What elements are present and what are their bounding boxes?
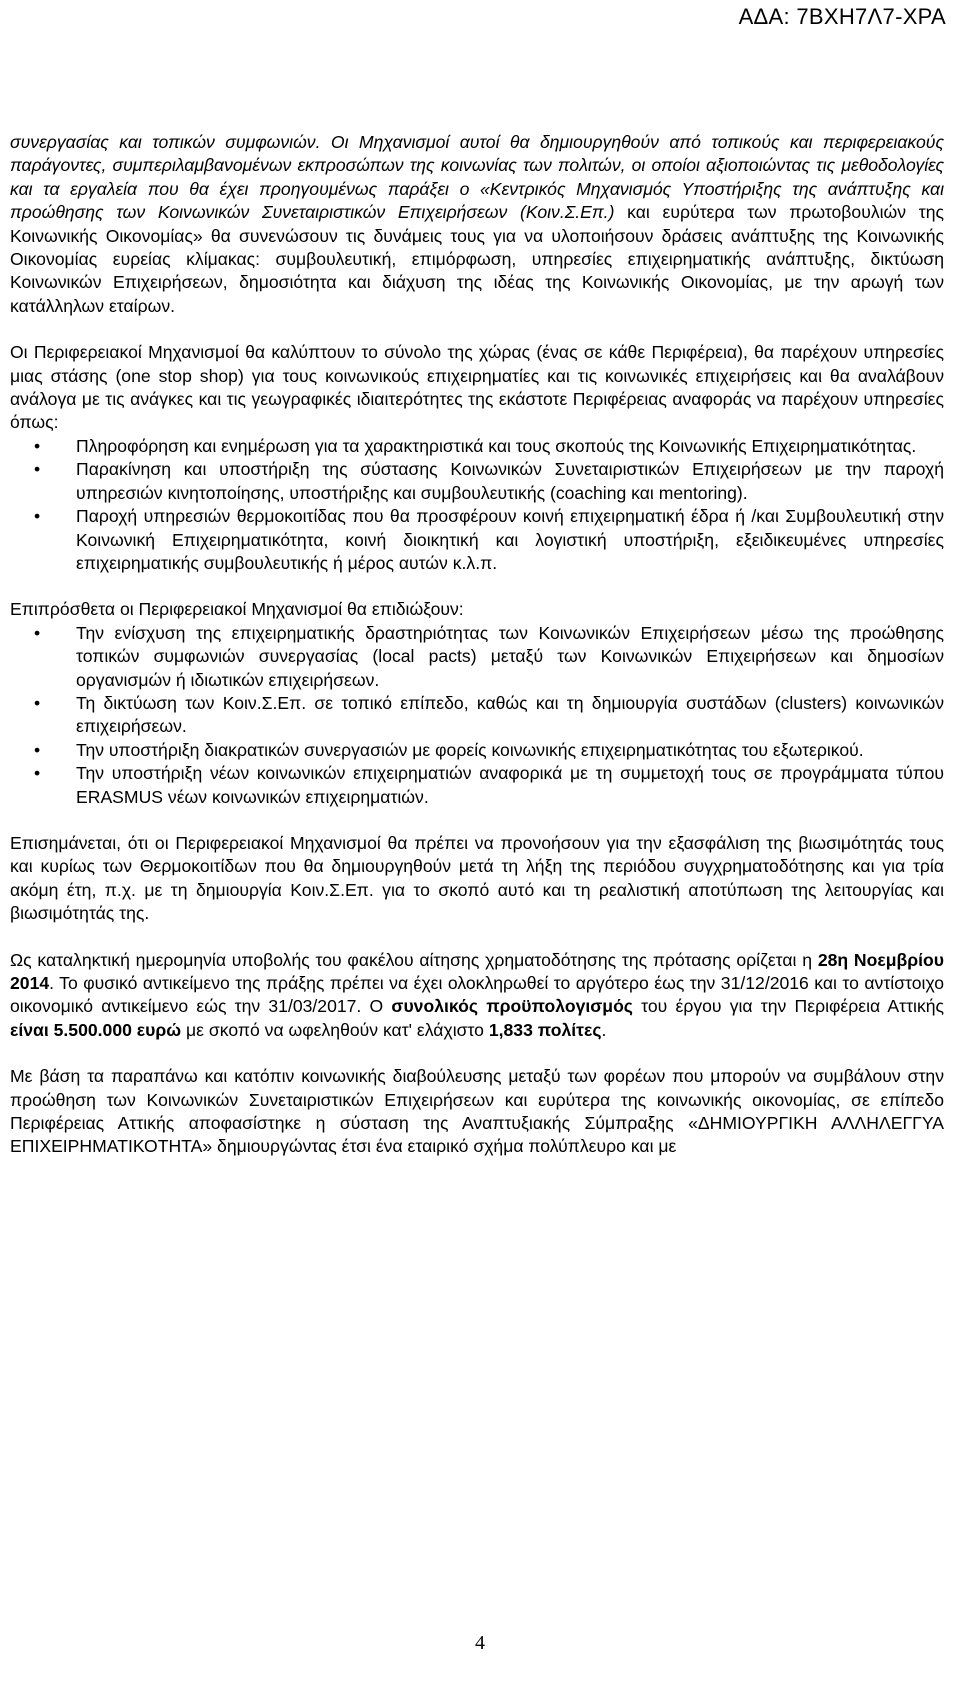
list-item-text: Πληροφόρηση και ενημέρωση για τα χαρακτηριστικά και τους σκοπούς της Κοινωνικής Επιχειρηματικότητας. (76, 435, 917, 456)
list-item-text: Την υποστήριξη νέων κοινωνικών επιχειρηματιών αναφορικά με τη συμμετοχή τους σε προγράμματα τύπου ERASMUS νέων κοινωνικών επιχειρηματιών. (76, 763, 944, 807)
deadline-text-4: με σκοπό να ωφεληθούν κατ' ελάχιστο (181, 1019, 489, 1040)
paragraph-partnership: Με βάση τα παραπάνω και κατόπιν κοινωνικής διαβούλευσης μεταξύ των φορέων που μπορούν να συμβάλουν στην προώθηση των Κοινωνικών Συνεταιριστικών Επιχειρήσεων και ευρύτερα της κοινωνικής οικονομίας, σε επίπεδο Περιφέρειας Αττικής αποφασίστηκε η σύσταση της Αναπτυξιακής Σύμπραξης «ΔΗΜΙΟΥΡΓΙΚΗ ΑΛΛΗΛΕΓΓΥΑ ΕΠΙΧΕΙΡΗΜΑΤΙΚΟΤΗΤΑ» δημιουργώντας έτσι ένα εταιρικό σχήμα πολύπλευρο και με (10, 1066, 944, 1157)
list-item-text: Παρακίνηση και υποστήριξη της σύστασης Κοινωνικών Συνεταιριστικών Επιχειρήσεων με την παροχή υπηρεσιών κινητοποίησης, υποστήριξης και συμβουλευτικής (coaching και mentoring). (76, 459, 944, 503)
list-item (10, 762, 944, 809)
deadline-text-2: . Το φυσικό αντικείμενο της πράξης πρέπει να έχει ολοκληρωθεί το αργότερο έως την 31/12/2016 και το αντίστοιχο οικονομικό αντικείμενο εώς την 31/03/2017. Ο (10, 973, 944, 1017)
bullet-icon: • (34, 459, 41, 480)
goals-list (10, 622, 944, 809)
list-item (10, 505, 944, 575)
bullet-icon: • (34, 622, 41, 643)
paragraph-sustainability: Επισημάνεται, ότι οι Περιφερειακοί Μηχανισμοί θα πρέπει να προνοήσουν για την εξασφάλιση της βιωσιμότητάς τους και κυρίως των Θερμοκοιτίδων που θα δημιουργηθούν μετά τη λήξη της περιόδου συγχρηματοδότησης και για τρία ακόμη έτη, π.χ. με τη δημιουργία Κοιν.Σ.Επ. για το σκοπό αυτό και τη ρεαλιστική αποτύπωση της λειτουργίας και βιωσιμότητάς της. (10, 832, 944, 924)
paragraph-intro-italic: συνεργασίας και τοπικών συμφωνιών. Οι Μηχανισμοί αυτοί θα δημιουργηθούν από τοπικούς και περιφερειακούς παράγοντες, συμπεριλαμβανομένων εκπροσώπων της κοινωνίας των πολιτών, οι οποίοι αξιοποιώντας τις μεθοδολογίες και τα εργαλεία που θα έχει προηγουμένως παράξει ο «Κεντρικός Μηχανισμός Υποστήριξης της ανάπτυξης και προώθησης των Κοινωνικών Συνεταιριστικών Επιχειρήσεων (Κοιν.Σ.Επ.) (10, 132, 944, 223)
bullet-icon: • (34, 435, 41, 456)
list-item (10, 458, 944, 505)
list-item-text: Την υποστήριξη διακρατικών συνεργασιών με φορείς κοινωνικής επιχειρηματικότητας του εξωτερικού. (76, 739, 864, 760)
paragraph-deadline-budget (10, 949, 944, 1043)
budget-amount: είναι 5.500.000 ευρώ (10, 1019, 182, 1040)
deadline-text-1: Ως καταληκτική ημερομηνία υποβολής του φακέλου αίτησης χρηματοδότησης της πρότασης ορίζεται η (10, 949, 818, 970)
list-item (10, 622, 944, 692)
document-body (10, 131, 944, 1159)
deadline-date: 28η Νοεμβρίου 2014 (10, 949, 945, 993)
bullet-icon: • (34, 739, 41, 760)
deadline-text-5: . (601, 1019, 607, 1040)
list-item-text: Τη δικτύωση των Κοιν.Σ.Επ. σε τοπικό επίπεδο, καθώς και τη δημιουργία συστάδων (clusters) κοινωνικών επιχειρήσεων. (76, 692, 944, 737)
paragraph-regional-mechanisms: Οι Περιφερειακοί Μηχανισμοί θα καλύπτουν το σύνολο της χώρας (ένας σε κάθε Περιφέρεια), θα παρέχουν υπηρεσίες μιας στάσης (one stop shop) για τους κοινωνικούς επιχειρηματίες και τις κοινωνικές επιχειρήσεις και θα αναλάβουν ανάλογα με τις ανάγκες και τις γεωγραφικές ιδιαιτερότητες της εκάστοτε Περιφέρειας αναφοράς να παρέχουν υπηρεσίες όπως: (10, 342, 944, 433)
list-item (10, 739, 944, 762)
page-number: 4 (475, 1632, 485, 1654)
list-item (10, 692, 944, 739)
beneficiaries-count: 1,833 πολίτες (488, 1019, 602, 1040)
bullet-icon: • (34, 763, 41, 784)
paragraph-intro (10, 131, 944, 318)
deadline-text-3: του έργου για την Περιφέρεια Αττικής (632, 996, 945, 1017)
paragraph-intro-rest: και ευρύτερα των πρωτοβουλιών της Κοινωνικής Οικονομίας» θα συνενώσουν τις δυνάμεις τους για να υλοποιήσουν δράσεις ανάπτυξης της Κοινωνικής Οικονομίας ευρείας κλίμακας: συμβουλευτική, επιμόρφωση, υπηρεσίες επιχειρηματικής ανάπτυξης, δικτύωση Κοινωνικών Επιχειρήσεων, δημοσιότητα και διάχυση της ιδέας της Κοινωνικής Οικονομίας, με την αρωγή των κατάλληλων εταίρων. (10, 202, 944, 316)
bullet-icon: • (34, 692, 41, 713)
services-list (10, 435, 944, 575)
list-item-text: Παροχή υπηρεσιών θερμοκοιτίδας που θα προσφέρουν κοινή επιχειρηματική έδρα ή /και Συμβουλευτική στην Κοινωνική Επιχειρηματικότητα, κοινή διοικητική και λογιστική υποστήριξη, εξειδικευμένες υπηρεσίες επιχειρηματικής συμβουλευτικής ή μέρος αυτών κ.λ.π. (76, 506, 944, 573)
list-item (10, 435, 944, 458)
ada-code: ΑΔΑ: 7ΒΧΗ7Λ7-ΧΡΑ (738, 4, 946, 29)
list-item-text: Την ενίσχυση της επιχειρηματικής δραστηριότητας των Κοινωνικών Επιχειρήσεων μέσω της προώθησης τοπικών συμφωνιών συνεργασίας (local pacts) μεταξύ των Κοινωνικών Επιχειρήσεων και δημοσίων οργανισμών ή ιδιωτικών επιχειρήσεων. (76, 622, 944, 690)
paragraph-additional-goals: Επιπρόσθετα οι Περιφερειακοί Μηχανισμοί θα επιδιώξουν: (10, 599, 464, 620)
total-budget-label: συνολικός προϋπολογισμός (391, 996, 633, 1017)
bullet-icon: • (34, 506, 41, 527)
